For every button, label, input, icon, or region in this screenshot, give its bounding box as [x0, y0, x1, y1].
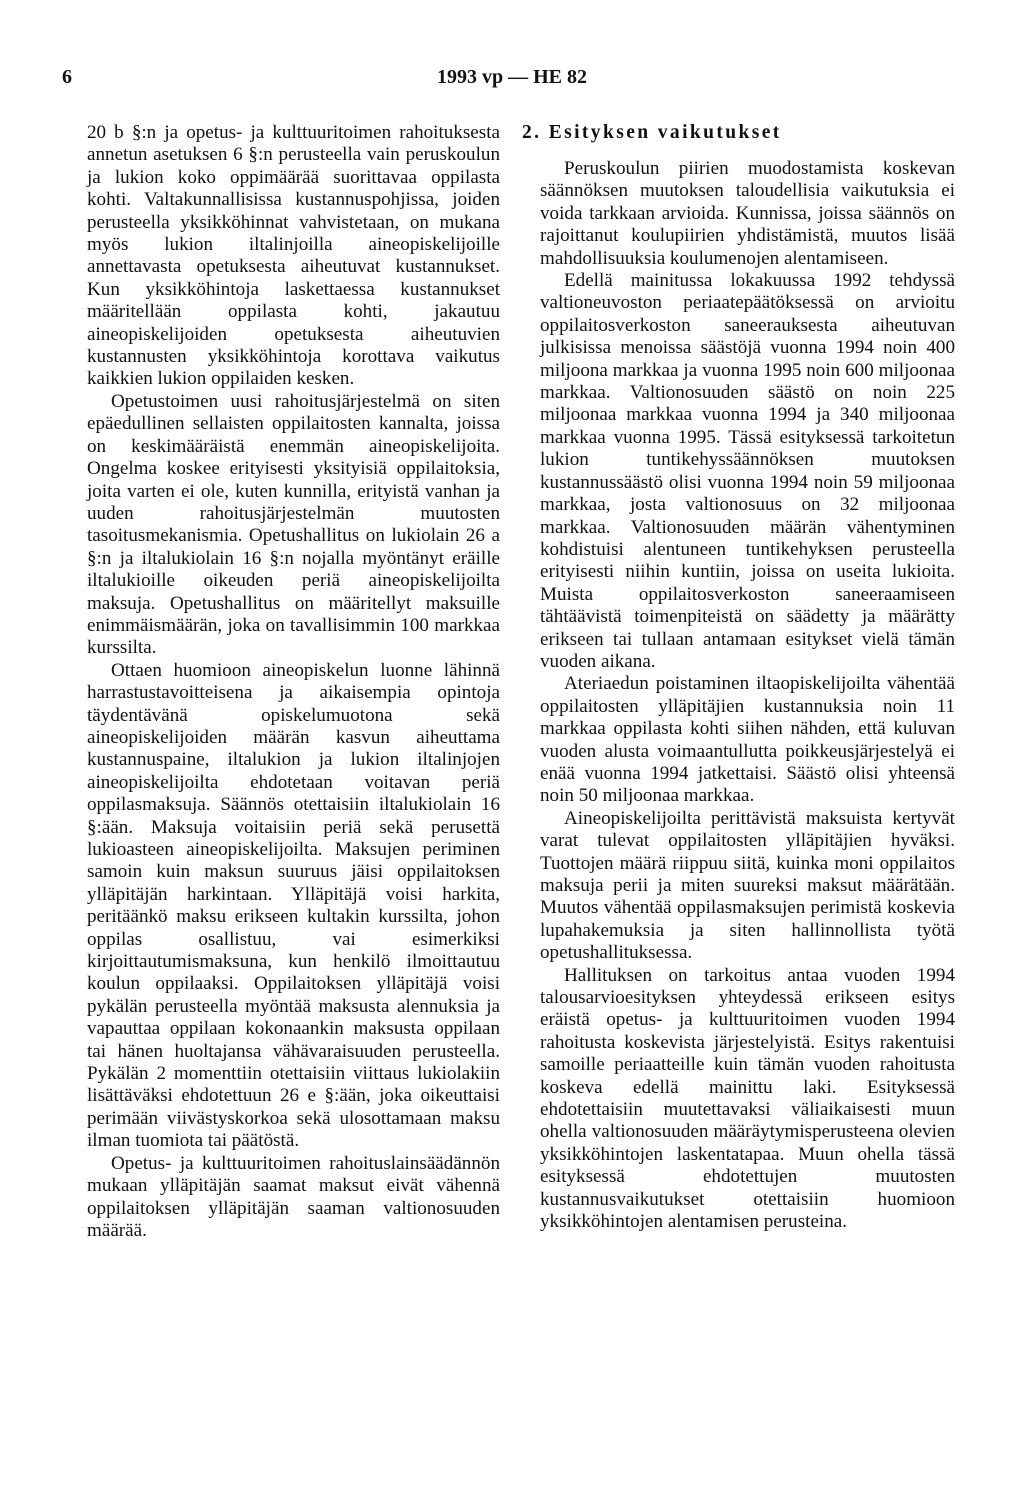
- paragraph: Peruskoulun piirien muodostamista koskevan säännöksen muutoksen taloudellisia vaikutuksia ei voida tarkkaan arvioida. Kunnissa, joissa säännös on rajoittanut koulupiirien yhdistämistä, muutos lisää mahdollisuuksia koulumenojen alentamiseen.: [540, 158, 955, 269]
- paragraph: Ottaen huomioon aineopiskelun luonne lähinnä harrastustavoitteisena ja aikaisempia opintoja täydentävänä opiskelumuotona sekä aineopiskelijoiden määrän kasvun aiheuttama kustannuspaine, iltalukion ja lukion iltalinjojen aineopiskelijoilta ehdotetaan voitavan periä oppilasmaksuja. Säännös otettaisiin iltalukiolain 16 §:ään. Maksuja voitaisiin periä sekä perusettä lukioasteen aineopiskelijoilta. Maksujen periminen samoin kuin maksun suuruus jäisi oppilaitoksen ylläpitäjän harkintaan. Ylläpitäjä voisi harkita, peritäänkö maksu erikseen kultakin kurssilta, johon oppilas osallistuu, vai esimerkiksi kirjoittautumismaksuna, kun henkilö ilmoittautuu koulun oppilaaksi. Oppilaitoksen ylläpitäjä voisi pykälän perusteella myöntää maksusta alennuksia ja vapauttaa oppilaan kokonaankin maksusta oppilaan tai hänen huoltajansa vähävaraisuuden perusteella. Pykälän 2 momenttiin otettaisiin viittaus lukiolakiin lisättäväksi ehdotettuun 26 e §:ään, joka oikeuttaisi perimään viivästyskorkoa sekä ulosottamaan maksu ilman tuomiota tai päätöstä.: [87, 659, 500, 1152]
- paragraph: Ateriaedun poistaminen iltaopiskelijoilta vähentää oppilaitosten ylläpitäjien kustannuksia noin 11 markkaa oppilasta kohti siihen nähden, että kuluvan vuoden alusta voimaantullutta poikkeusjärjestelyä ei enää vuonna 1994 jatkettaisi. Säästö olisi yhteensä noin 50 miljoonaa markkaa.: [540, 673, 955, 807]
- paragraph: Aineopiskelijoilta perittävistä maksuista kertyvät varat tulevat oppilaitosten ylläpitäjien hyväksi. Tuottojen määrä riippuu siitä, kuinka moni oppilaitos maksuja perii ja miten suureksi maksut määrätään. Muutos vähentää oppilasmaksujen perimistä koskevia lupahakemuksia ja siten hallinnollista työtä opetushallituksessa.: [540, 807, 955, 964]
- paragraph: Hallituksen on tarkoitus antaa vuoden 1994 talousarvioesityksen yhteydessä erikseen esitys eräistä opetus- ja kulttuuritoimen vuoden 1994 rahoitusta koskevista järjestelyistä. Esitys rakentuisi samoille periaatteille kuin tämän vuoden rahoitusta koskeva edellä mainittu laki. Esityksessä ehdotettaisiin muutettavaksi väliaikaisesti muun ohella valtionosuuden määräytymisperusteena olevien yksikköhintojen laskentatapaa. Muun ohella tässä esityksessä ehdotettujen muutosten kustannusvaikutukset otettaisiin huomioon yksikköhintojen alentamisen perusteina.: [540, 964, 955, 1233]
- right-column: [522, 122, 955, 1234]
- paragraph: Opetus- ja kulttuuritoimen rahoituslainsäädännön mukaan ylläpitäjän saamat maksut eivät vähennä oppilaitoksen ylläpitäjän saaman valtionosuuden määrää.: [87, 1152, 500, 1241]
- left-column: [87, 122, 500, 1242]
- page-number: 6: [62, 66, 72, 88]
- paragraph: 20 b §:n ja opetus- ja kulttuuritoimen rahoituksesta annetun asetuksen 6 §:n perusteella vain peruskoulun ja lukion koko oppimäärää suorittavaa oppilasta kohti. Valtakunnallisissa kustannuspohjissa, joiden perusteella yksikköhinnat vahvistetaan, on mukana myös lukion iltalinjoilla aineopiskelijoille annettavasta opetuksesta aiheutuvat kustannukset. Kun yksikköhintoja laskettaessa kustannukset määritellään oppilasta kohti, jakautuu aineopiskelijoiden opetuksesta aiheutuvien kustannusten yksikköhintoja korottava vaikutus kaikkien lukion oppilaiden kesken.: [87, 122, 500, 390]
- running-head: 1993 vp — HE 82: [436, 66, 588, 88]
- paragraph: Edellä mainitussa lokakuussa 1992 tehdyssä valtioneuvoston periaatepäätöksessä on arvioitu oppilaitosverkoston saneerauksesta aiheutuvan julkisissa menoissa säästöjä vuonna 1994 noin 400 miljoona markkaa ja vuonna 1995 noin 600 miljoonaa markkaa. Valtionosuuden säästö on noin 225 miljoonaa markkaa vuonna 1994 ja 340 miljoonaa markkaa vuonna 1995. Tässä esityksessä tarkoitetun lukion tuntikehyssäännöksen muutoksen kustannussäästö olisi vuonna 1994 noin 59 miljoonaa markkaa, josta valtionosuus on 32 miljoonaa markkaa. Valtionosuuden määrän vähentyminen kohdistuisi alentuneen tuntikehyksen perusteella erityisesti niihin kuntiin, joissa on useita lukioita. Muista oppilaitosverkoston saneeraamiseen tähtäävistä toimenpiteistä on säädetty ja määrätty erikseen tai tullaan antamaan esitykset vielä tämän vuoden aikana.: [540, 270, 955, 672]
- paragraph: Opetustoimen uusi rahoitusjärjestelmä on siten epäedullinen sellaisten oppilaitosten kannalta, joissa on keskimääräistä enemmän aineopiskelijoita. Ongelma koskee erityisesti yksityisiä oppilaitoksia, joita varten ei ole, kuten kunnilla, erityistä vanhan ja uuden rahoitusjärjestelmän muutosten tasoitusmekanismia. Opetushallitus on lukiolain 26 a §:n ja iltalukiolain 16 §:n nojalla myöntänyt eräille iltalukioille oikeuden periä aineopiskelijoilta maksuja. Opetushallitus on määritellyt maksuille enimmäismäärän, joka on tavallisimmin 100 markkaa kurssilta.: [87, 390, 500, 659]
- section-heading: 2. Esityksen vaikutukset: [522, 122, 782, 143]
- page-header: [0, 66, 1024, 96]
